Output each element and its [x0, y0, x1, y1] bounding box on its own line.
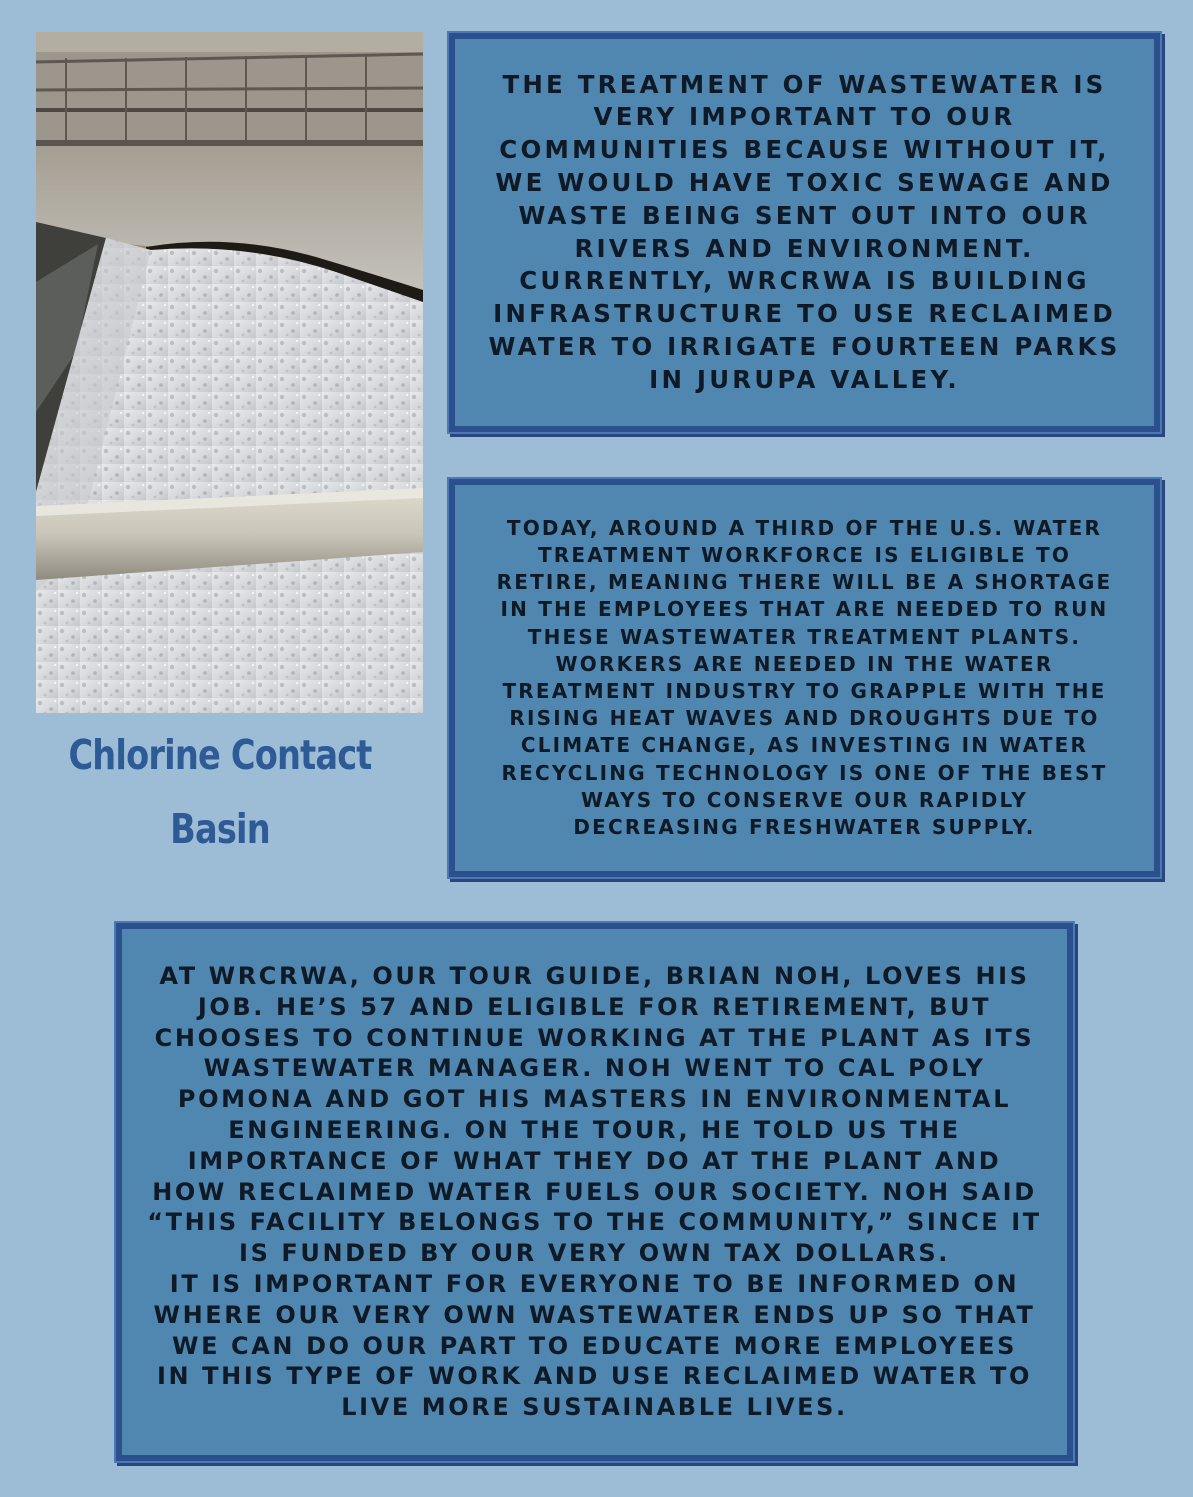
info-box-workforce-shortage — [449, 479, 1160, 877]
info-box-treatment-importance — [449, 33, 1160, 432]
info-box-tour-guide — [116, 923, 1073, 1461]
photo-caption: Chlorine Contact Basin — [68, 731, 372, 853]
info-box-text: TODAY, AROUND A THIRD OF THE U.S. WATER TREATMENT WORKFORCE IS ELIGIBLE TO RETIRE, MEANING THERE WILL BE A SHORTAGE IN THE EMPLOYEES THAT ARE NEEDED TO RUN THESE WASTEWATER TREATMENT PLANTS. WORKERS ARE NEEDED IN THE WATER TREATMENT INDUSTRY TO GRAPPLE WITH THE RISING HEAT WAVES AND DROUGHTS DUE TO CLIMATE CHANGE, AS INVESTING IN WATER RECYCLING TECHNOLOGY IS ONE OF THE BEST WAYS TO CONSERVE OUR RAPIDLY DECREASING FRESHWATER SUPPLY. — [496, 515, 1113, 840]
info-box-text: AT WRCRWA, OUR TOUR GUIDE, BRIAN NOH, LOVES HIS JOB. HE’S 57 AND ELIGIBLE FOR RETIREMENT, BUT CHOOSES TO CONTINUE WORKING AT THE PLANT AS ITS WASTEWATER MANAGER. NOH WENT TO CAL POLY POMONA AND GOT HIS MASTERS IN ENVIRONMENTAL ENGINEERING. ON THE TOUR, HE TOLD US THE IMPORTANCE OF WHAT THEY DO AT THE PLANT AND HOW RECLAIMED WATER FUELS OUR SOCIETY. NOH SAID “THIS FACILITY BELONGS TO THE COMMUNITY,” SINCE IT IS FUNDED BY OUR VERY OWN TAX DOLLARS. IT IS IMPORTANT FOR EVERYONE TO BE INFORMED ON WHERE OUR VERY OWN WASTEWATER ENDS UP SO THAT WE CAN DO OUR PART TO EDUCATE MORE EMPLOYEES IN THIS TYPE OF WORK AND USE RECLAIMED WATER TO LIVE MORE SUSTAINABLE LIVES. — [147, 962, 1042, 1422]
chlorine-basin-photo — [36, 32, 423, 713]
info-box-text: THE TREATMENT OF WASTEWATER IS VERY IMPORTANT TO OUR COMMUNITIES BECAUSE WITHOUT IT, WE WOULD HAVE TOXIC SEWAGE AND WASTE BEING SENT OUT INTO OUR RIVERS AND ENVIRONMENT. CURRENTLY, WRCRWA IS BUILDING INFRASTRUCTURE TO USE RECLAIMED WATER TO IRRIGATE FOURTEEN PARKS IN JURUPA VALLEY. — [488, 69, 1121, 394]
